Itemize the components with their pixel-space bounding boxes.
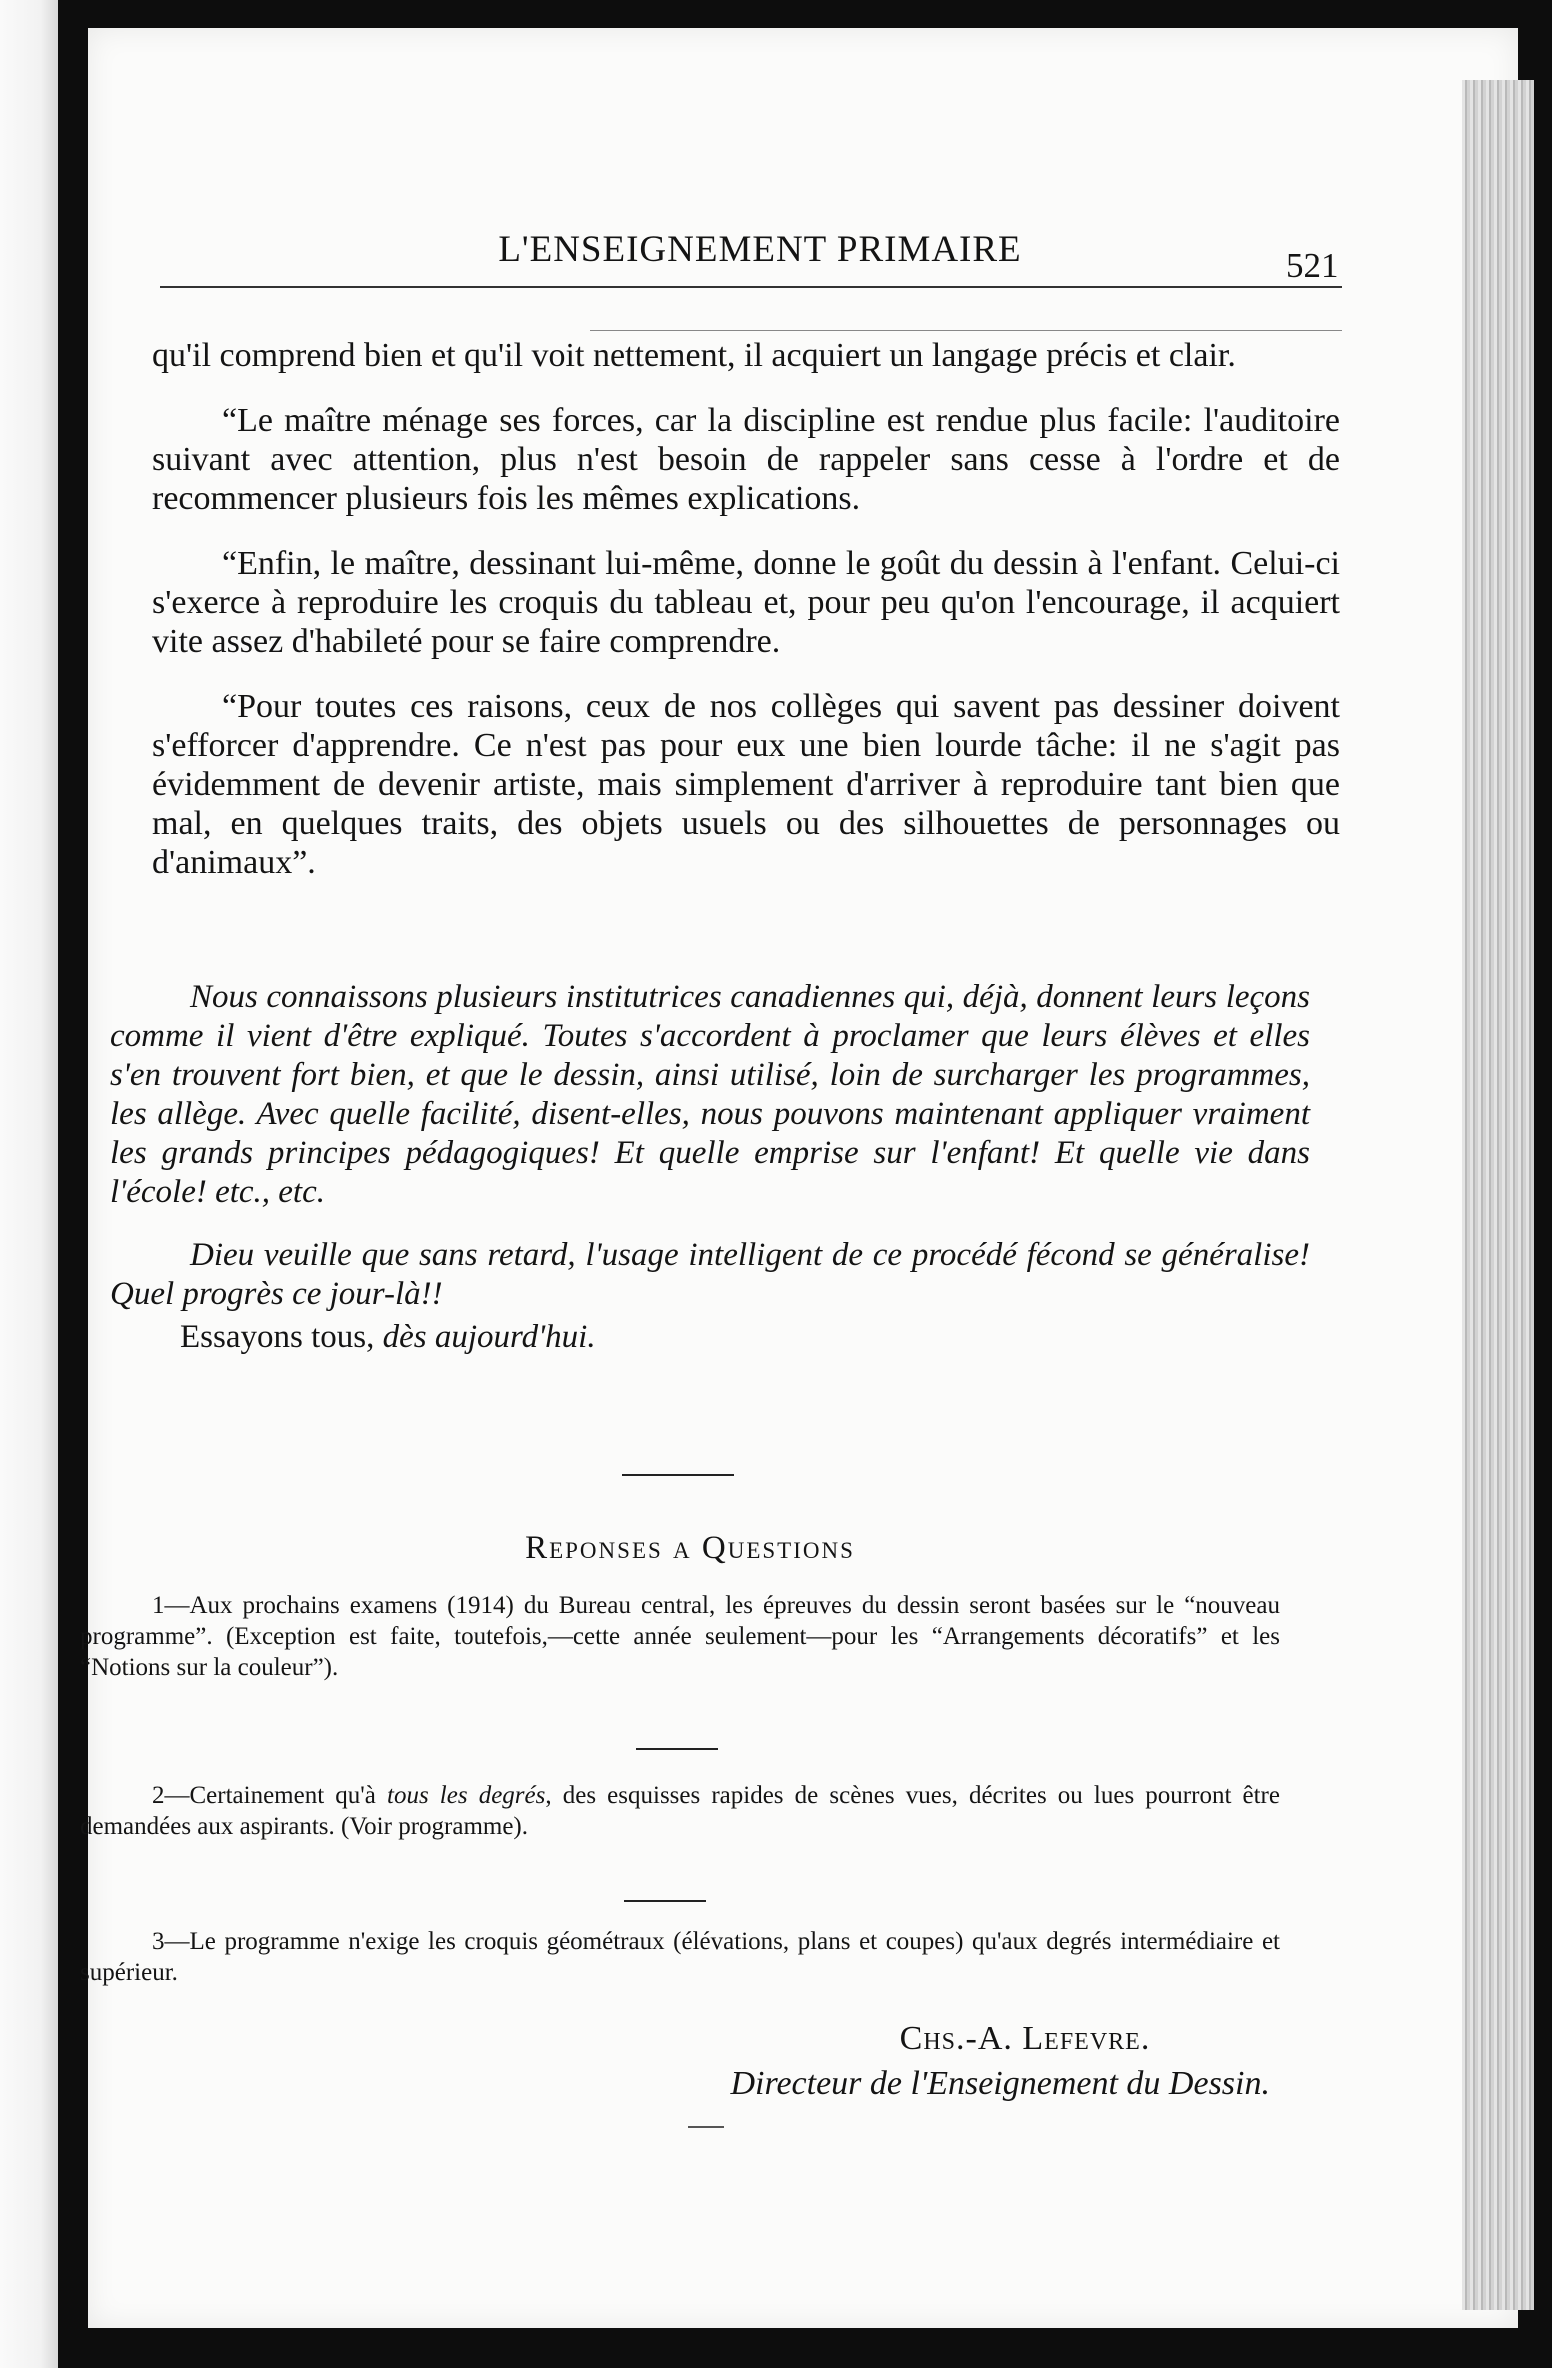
running-title: L'ENSEIGNEMENT PRIMAIRE <box>498 229 1022 270</box>
answer-2-end: , des esquisses rapides de scènes vues, décrites ou lues pourront être demandées aux aspirants. (Voir programme). <box>80 1782 1280 1840</box>
section-heading: Reponses a Questions <box>525 1530 855 1566</box>
header-rule-secondary <box>590 330 1342 331</box>
body-text <box>152 336 1340 908</box>
header-rule <box>160 286 1342 288</box>
answer-2-text <box>80 1780 1280 1842</box>
facing-page-edge <box>0 0 58 2368</box>
answer-2-start: 2—Certainement qu'à <box>152 1782 388 1809</box>
essayons-plain: Essayons tous, <box>180 1319 383 1355</box>
answer-2 <box>80 1780 1280 1842</box>
paragraph-master-forces: “Le maître ménage ses forces, car la discipline est rendue plus facile: l'auditoire suivant avec attention, plus n'est besoin de rappeler sans cesse à l'ordre et de recommencer plusieurs fois les mêmes explications. <box>152 402 1340 517</box>
paragraph-institutrices: Nous connaissons plusieurs institutrices canadiennes qui, déjà, donnent leurs leçons comme il vient d'être expliqué. Toutes s'accordent à proclamer que leurs élèves et elles s'en trouvent fort bien, et que le dessin, ainsi utilisé, loin de surcharger les programmes, les allège. Avec quelle facilité, disent-elles, nous pouvons maintenant appliquer vraiment les grands principes pédagogiques! Et quelle emprise sur l'enfant! Et quelle vie dans l'école! etc., etc. <box>110 979 1310 1210</box>
signature-title: Directeur de l'Enseignement du Dessin. <box>730 2065 1270 2102</box>
page-stack-edges <box>1462 80 1534 2310</box>
answer-1 <box>80 1590 1280 1683</box>
editorial-comment <box>110 978 1310 1381</box>
answer-1-text: 1—Aux prochains examens (1914) du Bureau central, les épreuves du dessin seront basées sur le “nouveau programme”. (Exception est faite, toutefois,—cette année seulement—pour les “Arrangements décoratifs” et les “Notions sur la couleur”). <box>80 1592 1280 1681</box>
page-number: 521 <box>1286 246 1339 285</box>
paragraph-taste-for-drawing: “Enfin, le maître, dessinant lui-même, donne le goût du dessin à l'enfant. Celui-ci s'exerce à reproduire les croquis du tableau et, pour peu qu'on l'encourage, il acquiert vite assez d'habileté pour se faire comprendre. <box>152 545 1340 660</box>
section-divider <box>622 1474 734 1476</box>
answer-2-italic: tous les degrés <box>387 1782 546 1809</box>
paragraph-for-all-reasons: “Pour toutes ces raisons, ceux de nos collèges qui savent pas dessiner doivent s'efforcer d'apprendre. Ce n'est pas pour eux une bien lourde tâche: il ne s'agit pas évidemment de devenir artiste, mais simplement d'arriver à reproduire tant bien que mal, en quelques traits, des objets usuels ou des silhouettes de personnages ou d'animaux”. <box>152 688 1340 881</box>
answer-divider-2 <box>624 1900 706 1902</box>
paragraph-dieu-veuille: Dieu veuille que sans retard, l'usage intelligent de ce procédé fécond se généralise! Quel progrès ce jour-là!! <box>110 1237 1310 1312</box>
end-mark <box>688 2126 724 2128</box>
signature-name: Chs.-A. Lefevre. <box>899 2020 1151 2057</box>
answer-divider-1 <box>636 1748 718 1750</box>
answer-3-text: 3—Le programme n'exige les croquis géométraux (élévations, plans et coupes) qu'aux degrés intermédiaire et supérieur. <box>80 1928 1280 1986</box>
paragraph-continuation: qu'il comprend bien et qu'il voit nettement, il acquiert un langage précis et clair. <box>152 337 1236 374</box>
paragraph-essayons <box>110 1318 1310 1357</box>
essayons-italic: dès aujourd'hui. <box>382 1319 596 1355</box>
answer-3 <box>80 1926 1280 1988</box>
